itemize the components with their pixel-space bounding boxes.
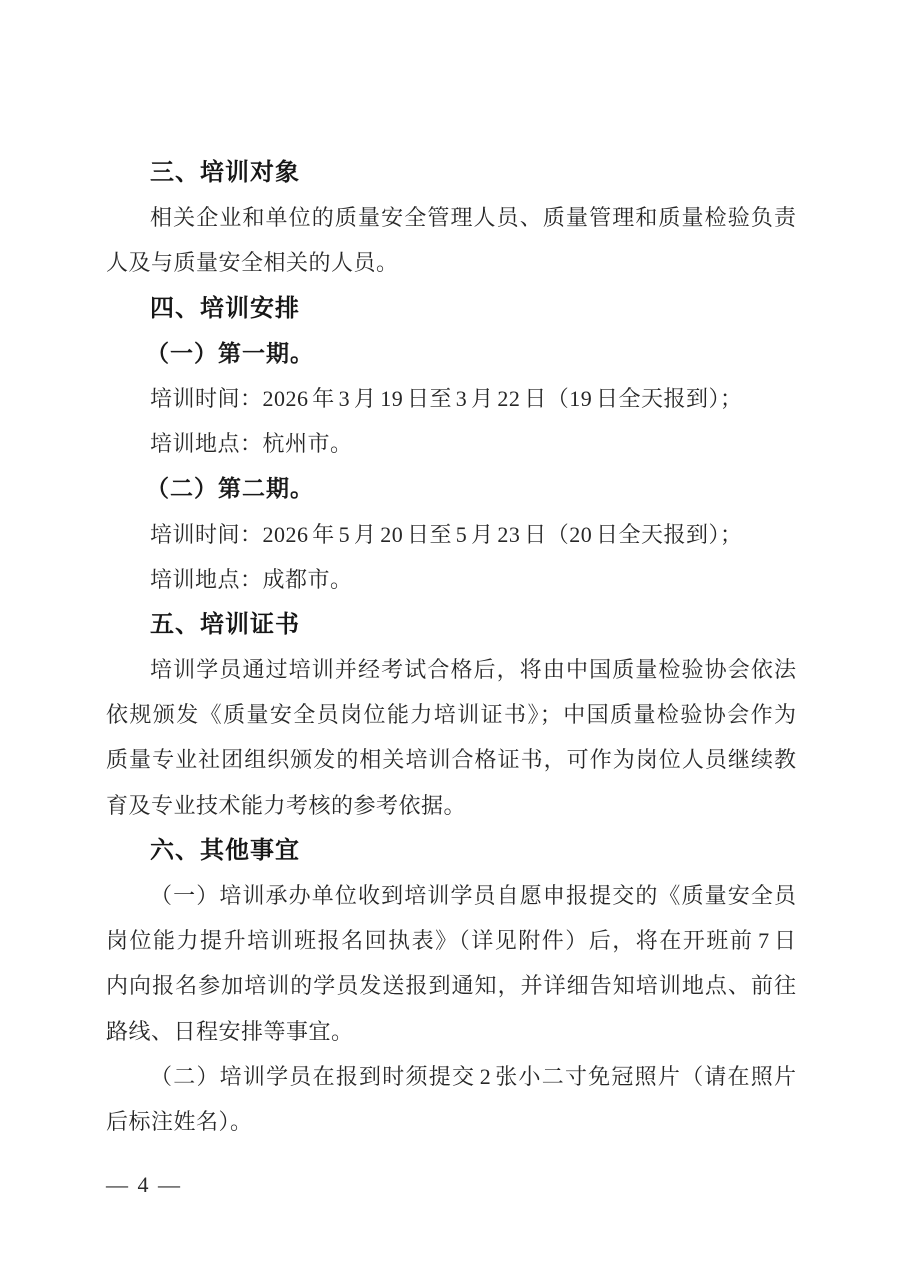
text-line: 依规颁发《质量安全员岗位能力培训证书》；中国质量检验协会作为: [106, 702, 796, 728]
text-line: 培训时间：2026 年 5 月 20 日至 5 月 23 日（20 日全天报到）；: [150, 521, 743, 547]
text-line: 培训地点：杭州市。: [150, 431, 353, 457]
text-line: （二）培训学员在报到时须提交 2 张小二寸免冠照片（请在照片: [150, 1063, 796, 1089]
document-body: [106, 150, 796, 1144]
subsection-heading: （一）第一期。: [146, 340, 314, 366]
subsection-heading: （二）第二期。: [146, 476, 314, 502]
text-line: 育及专业技术能力考核的参考依据。: [106, 792, 467, 818]
text-line: 路线、日程安排等事宜。: [106, 1018, 354, 1044]
text-line: 培训学员通过培训并经考试合格后，将由中国质量检验协会依法: [150, 657, 796, 683]
text-line: 后标注姓名）。: [106, 1108, 253, 1134]
section-heading: 四、培训安排: [150, 294, 300, 322]
text-line: 质量专业社团组织颁发的相关培训合格证书，可作为岗位人员继续教: [106, 747, 796, 773]
page-number: — 4 —: [106, 1172, 182, 1197]
text-line: 相关企业和单位的质量安全管理人员、质量管理和质量检验负责: [150, 205, 796, 231]
section-heading: 三、培训对象: [150, 159, 300, 186]
section-heading: 五、培训证书: [150, 610, 300, 638]
text-line: 培训地点：成都市。: [150, 566, 353, 592]
text-line: 岗位能力提升培训班报名回执表》（详见附件）后，将在开班前 7 日: [106, 928, 796, 954]
text-line: 培训时间：2026 年 3 月 19 日至 3 月 22 日（19 日全天报到）；: [150, 385, 743, 411]
section-heading: 六、其他事宜: [150, 836, 300, 864]
text-line: 人及与质量安全相关的人员。: [106, 250, 399, 276]
text-line: （一）培训承办单位收到培训学员自愿申报提交的《质量安全员: [150, 883, 796, 908]
text-line: 内向报名参加培训的学员发送报到通知，并详细告知培训地点、前往: [106, 973, 796, 999]
